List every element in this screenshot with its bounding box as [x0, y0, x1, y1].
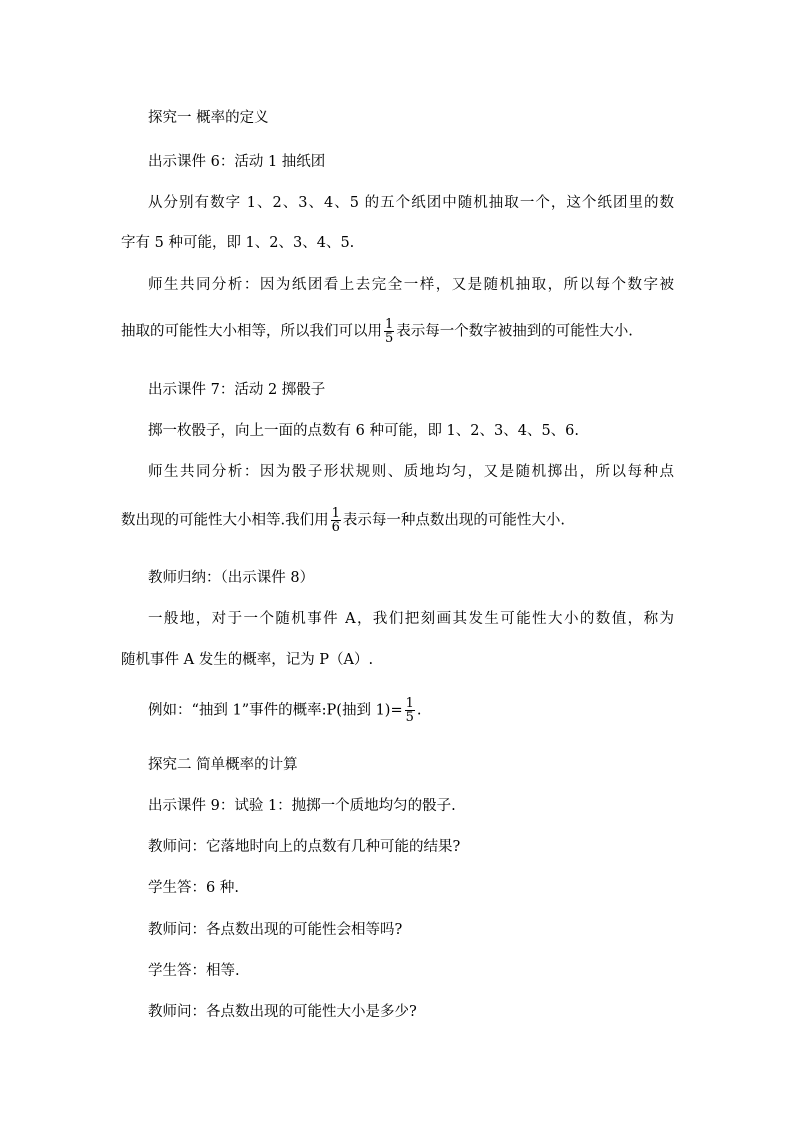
fraction-denominator: 5 [385, 331, 394, 346]
paragraph-teacher-question-2: 教师问：各点数出现的可能性会相等吗? [148, 922, 403, 938]
paragraph-teacher-question-3: 教师问：各点数出现的可能性大小是多少? [148, 1004, 417, 1020]
paragraph-paper-ball-line-2: 字有 5 种可能，即 1、2、3、4、5. [121, 235, 355, 251]
paragraph-analysis-2-line-1: 师生共同分析：因为骰子形状规则、质地均匀，又是随机掷出，所以每种点 [148, 464, 674, 480]
paragraph-analysis-2-line-2 [121, 507, 565, 534]
fraction-one-sixth [331, 507, 341, 534]
paragraph-student-answer-2: 学生答：相等. [148, 963, 240, 979]
paragraph-paper-ball-line-1: 从分别有数字 1、2、3、4、5 的五个纸团中随机抽取一个，这个纸团里的数 [148, 195, 674, 211]
fraction-numerator: 1 [385, 317, 394, 332]
text-segment: 例如：“抽到 1”事件的概率:P(抽到 1)= [148, 702, 403, 719]
paragraph-courseware-6: 出示课件 6：活动 1 抽纸团 [148, 154, 326, 170]
paragraph-courseware-7: 出示课件 7：活动 2 掷骰子 [148, 382, 326, 398]
paragraph-analysis-1-line-1: 师生共同分析：因为纸团看上去完全一样，又是随机抽取，所以每个数字被 [148, 277, 674, 293]
fraction-denominator: 5 [405, 710, 414, 725]
text-segment: 表示每一种点数出现的可能性大小. [342, 512, 565, 529]
paragraph-definition-line-1: 一般地，对于一个随机事件 A，我们把刻画其发生可能性大小的数值，称为 [148, 611, 674, 627]
paragraph-definition-line-2: 随机事件 A 发生的概率，记为 P（A）. [121, 652, 374, 668]
text-segment: . [416, 702, 422, 719]
fraction-one-fifth [405, 697, 415, 724]
paragraph-courseware-9: 出示课件 9：试验 1：抛掷一个质地均匀的骰子. [148, 798, 456, 814]
fraction-one-fifth [384, 318, 394, 345]
text-segment: 抽取的可能性大小相等，所以我们可以用 [121, 323, 382, 340]
fraction-numerator: 1 [331, 506, 340, 521]
paragraph-student-answer-1: 学生答：6 种. [148, 880, 239, 896]
fraction-numerator: 1 [405, 696, 414, 711]
paragraph-dice-throw: 掷一枚骰子，向上一面的点数有 6 种可能，即 1、2、3、4、5、6. [148, 423, 580, 439]
paragraph-teacher-summary: 教师归纳：（出示课件 8） [148, 570, 315, 586]
text-segment: 数出现的可能性大小相等.我们用 [121, 512, 329, 529]
heading-explore-1: 探究一 概率的定义 [148, 110, 269, 126]
fraction-denominator: 6 [331, 520, 340, 535]
heading-explore-2: 探究二 简单概率的计算 [148, 757, 298, 773]
paragraph-example [148, 697, 422, 724]
paragraph-analysis-1-line-2 [121, 318, 633, 345]
paragraph-teacher-question-1: 教师问：它落地时向上的点数有几种可能的结果? [148, 839, 461, 855]
text-segment: 表示每一个数字被抽到的可能性大小. [396, 323, 633, 340]
